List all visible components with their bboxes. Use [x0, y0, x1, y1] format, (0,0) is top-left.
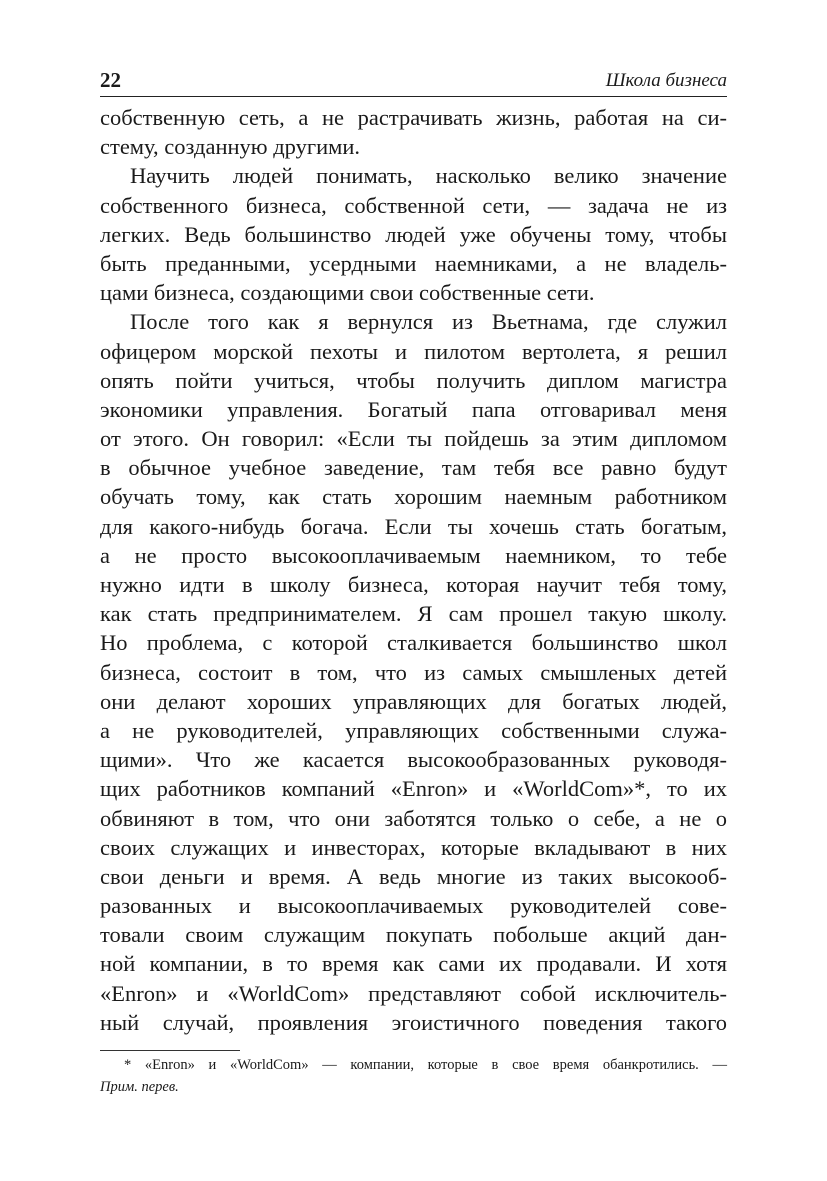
- text-line: ной компании, в то время как сами их продавали. И хотя: [100, 951, 727, 977]
- text-line: они делают хороших управляющих для богатых людей,: [100, 688, 727, 714]
- text-line: «Enron» и «WorldCom» представляют собой исключитель-: [100, 980, 727, 1006]
- text-line: щими». Что же касается высокообразованных руководя-: [100, 747, 727, 773]
- text-line: обвиняют в том, что они заботятся только о себе, а не о: [100, 805, 727, 831]
- text-line: своих служащих и инвесторах, которые вкладывают в них: [100, 834, 727, 860]
- text-line: офицером морской пехоты и пилотом вертолета, я решил: [100, 338, 727, 364]
- text-line: бизнеса, состоит в том, что из самых смышленых детей: [100, 659, 727, 685]
- text-line: собственную сеть, а не растрачивать жизнь, работая на си-: [100, 105, 727, 130]
- footnote: [100, 1054, 727, 1098]
- text-line: щих работников компаний «Enron» и «WorldCom»*, то их: [100, 776, 727, 802]
- text-line: опять пойти учиться, чтобы получить диплом магистра: [100, 367, 727, 393]
- text-line: После того как я вернулся из Вьетнама, где служил: [130, 309, 727, 335]
- text-line: экономики управления. Богатый папа отговаривал меня: [100, 396, 727, 422]
- text-line: товали своим служащим покупать побольше акций дан-: [100, 922, 727, 948]
- footnote-area: [100, 0, 727, 1181]
- text-line: свои деньги и время. А ведь многие из таких высокооб-: [100, 863, 727, 889]
- text-line: быть преданными, усердными наемниками, а не владель-: [100, 250, 727, 276]
- text-line: а не руководителей, управляющих собственными служа-: [100, 717, 727, 743]
- running-head: Школа бизнеса: [605, 70, 727, 91]
- text-line: Но проблема, с которой сталкивается большинство школ: [100, 630, 727, 656]
- text-line: собственного бизнеса, собственной сети, — задача не из: [100, 192, 727, 218]
- text-line: ный случай, проявления эгоистичного поведения такого: [100, 1009, 727, 1035]
- text-line: цами бизнеса, создающими свои собственные сети.: [100, 280, 595, 306]
- text-line: легких. Ведь большинство людей уже обучены тому, чтобы: [100, 221, 727, 247]
- text-line: как стать предпринимателем. Я сам прошел такую школу.: [100, 601, 727, 627]
- text-line: нужно идти в школу бизнеса, которая научит тебя тому,: [100, 572, 727, 597]
- text-line: разованных и высокооплачиваемых руководителей сове-: [100, 893, 727, 919]
- text-line: от этого. Он говорил: «Если ты пойдешь за этим дипломом: [100, 426, 727, 452]
- text-line: в обычное учебное заведение, там тебя все равно будут: [100, 455, 727, 481]
- footnote-text: * «Enron» и «WorldCom» — компании, которые в свое время обанкротились. —: [124, 1057, 727, 1073]
- footnote-note: Прим. перев.: [100, 1079, 179, 1095]
- text-line: для какого-нибудь богача. Если ты хочешь стать богатым,: [100, 513, 727, 539]
- text-line: Научить людей понимать, насколько велико значение: [130, 163, 727, 189]
- text-line: а не просто высокооплачиваемым наемником, то тебе: [100, 542, 727, 568]
- text-line: обучать тому, как стать хорошим наемным работником: [100, 484, 727, 510]
- footnote-divider: [100, 1050, 240, 1051]
- text-line: стему, созданную другими.: [100, 134, 361, 160]
- page-number: 22: [100, 68, 121, 92]
